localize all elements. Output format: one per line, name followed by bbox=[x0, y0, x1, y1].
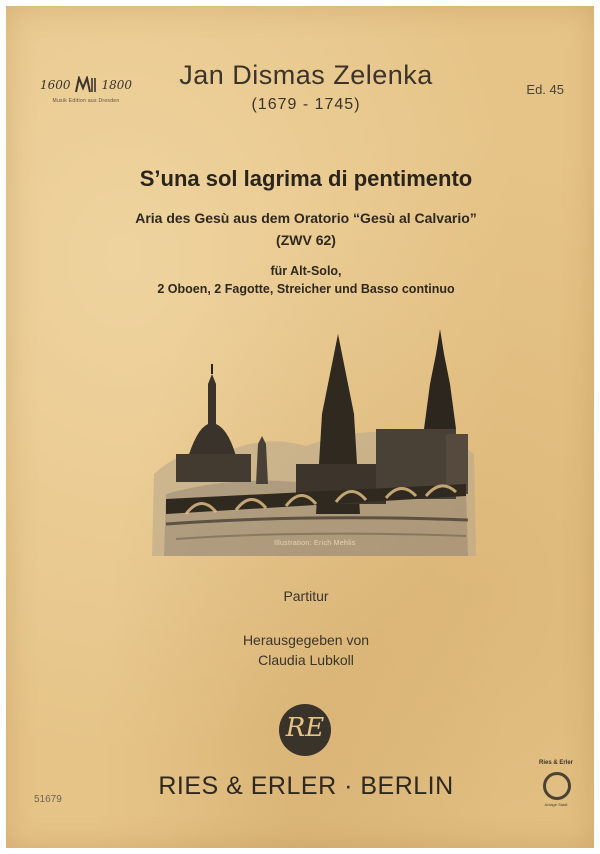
seal-letters: RE bbox=[285, 713, 325, 743]
logo-start-year: 1600 bbox=[40, 78, 71, 92]
library-stamp bbox=[531, 760, 581, 816]
instrumentation-line-2: 2 Oboen, 2 Fagotte, Streicher und Basso continuo bbox=[157, 282, 455, 296]
work-subtitle: Aria des Gesù aus dem Oratorio “Gesù al Calvario” bbox=[135, 210, 477, 226]
publisher-seal-icon bbox=[279, 704, 331, 756]
catalog-code: 51679 bbox=[34, 794, 62, 805]
score-cover bbox=[6, 6, 594, 848]
work-title: S’una sol lagrima di pentimento bbox=[139, 166, 473, 191]
edition-number: Ed. 45 bbox=[526, 82, 564, 97]
dresden-skyline-illustration bbox=[146, 324, 479, 561]
composer-dates: (1679 - 1745) bbox=[251, 96, 361, 113]
editor-name: Claudia Lubkoll bbox=[258, 652, 354, 668]
composer-name: Jan Dismas Zelenka bbox=[179, 60, 433, 90]
publisher-name: RIES & ERLER · BERLIN bbox=[158, 772, 454, 800]
instrumentation-line-1: für Alt-Solo, bbox=[270, 264, 342, 278]
score-type: Partitur bbox=[283, 588, 329, 604]
logo-end-year: 1800 bbox=[101, 78, 132, 92]
stamp-ring-icon bbox=[543, 772, 571, 800]
editor-label: Herausgegeben von bbox=[242, 632, 370, 648]
catalog-number: (ZWV 62) bbox=[276, 232, 336, 248]
illustration-credit: Illustration: Erich Mehlis bbox=[274, 540, 356, 547]
logo-subtitle: Musik Edition aus Dresden bbox=[52, 98, 120, 104]
stamp-top-text: Ries & Erler bbox=[538, 760, 574, 766]
stamp-text: Anlage Stadt bbox=[544, 802, 568, 807]
